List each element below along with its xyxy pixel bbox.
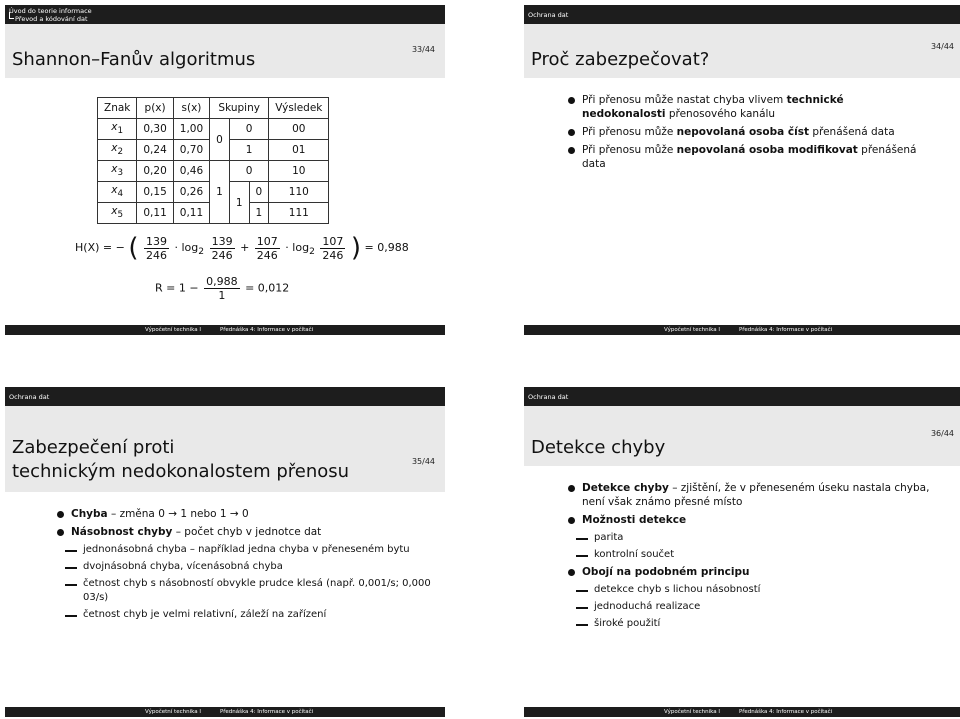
header-subsection: Převod a kódování dat [15, 15, 88, 23]
prob-cell: 0,20 [137, 161, 173, 182]
entropy-formula: H(X) = − ( $\frac{139}{246}$ · $\log_2$ $\frac{139}{246}$ + $\frac{107}{246}$ · $\log_2$ $\frac{107}{246}$ ) = 0,988 [75, 233, 409, 263]
dash-icon [576, 607, 588, 609]
list-item: Při přenosu může nastat chyba vlivem technické nedokonalosti přenosového kanálu [564, 93, 924, 121]
group-cell: 1 [210, 161, 230, 224]
table-header-row [98, 98, 329, 119]
dash-icon [576, 590, 588, 592]
header-section: Úvod do teorie informace [9, 7, 92, 15]
list-item: Možnosti detekce [564, 513, 944, 527]
header-section: Ochrana dat [528, 393, 569, 401]
prob-cell: 0,11 [137, 203, 173, 224]
dash-icon [65, 550, 77, 552]
symbol-cell: $x_5$ [98, 203, 137, 224]
result-cell: 110 [269, 182, 329, 203]
dash-icon [576, 555, 588, 557]
list-item: Detekce chyby – zjištění, že v přeneseném úseku nastala chyba, není však známo přesné místo [564, 481, 944, 509]
slide-content [564, 481, 944, 634]
col-header: Výsledek [269, 98, 329, 119]
prob-cell: 0,24 [137, 140, 173, 161]
group-cell: 0 [229, 161, 268, 182]
result-cell: 10 [269, 161, 329, 182]
slide-35 [5, 387, 445, 717]
dash-icon [576, 624, 588, 626]
cum-cell: 1,00 [173, 119, 209, 140]
col-header: s(x) [173, 98, 209, 119]
slide-title: Proč zabezpečovat? [531, 49, 710, 70]
group-cell: 0 [229, 119, 268, 140]
prob-cell: 0,15 [137, 182, 173, 203]
bullet-icon [57, 529, 64, 536]
page-number: 36/44 [930, 429, 954, 438]
footer-course: Výpočetní technika I [145, 327, 201, 333]
header-section: Ochrana dat [528, 11, 569, 19]
cum-cell: 0,11 [173, 203, 209, 224]
group-cell: 0 [249, 182, 269, 203]
slide-header [524, 5, 960, 24]
col-header: Znak [98, 98, 137, 119]
sub-item: jednonásobná chyba – například jedna chyba v přeneseném bytu [53, 543, 433, 557]
slide-header [5, 387, 445, 406]
list-item: Chyba – změna 0 → 1 nebo 1 → 0 [53, 507, 433, 521]
slide-title: Shannon–Fanův algoritmus [12, 49, 256, 70]
table-row [98, 161, 329, 182]
fraction: $\frac{139}{246}$ [211, 234, 233, 262]
sub-item: parita [564, 531, 944, 545]
cum-cell: 0,46 [173, 161, 209, 182]
symbol-cell: $x_1$ [98, 119, 137, 140]
group-cell: 1 [249, 203, 269, 224]
entropy-lhs: H(X) = − [75, 241, 125, 254]
group-cell: 0 [210, 119, 230, 161]
cum-cell: 0,26 [173, 182, 209, 203]
slide-title: Detekce chyby [531, 437, 666, 458]
bullet-icon [568, 147, 575, 154]
prob-cell: 0,30 [137, 119, 173, 140]
cum-cell: 0,70 [173, 140, 209, 161]
group-cell: 1 [229, 182, 249, 224]
bullet-icon [568, 129, 575, 136]
page-number: 34/44 [930, 42, 954, 51]
symbol-cell: $x_4$ [98, 182, 137, 203]
slide-content [53, 507, 433, 625]
fraction: $\frac{0,988}{1}$ [206, 275, 238, 302]
list-item: Násobnost chyby – počet chyb v jednotce dat [53, 525, 433, 539]
bullet-icon [568, 569, 575, 576]
sub-item: široké použití [564, 617, 944, 631]
bullet-icon [568, 485, 575, 492]
slide-footer [5, 325, 445, 335]
footer-lecture: Přednáška 4: Informace v počítači [739, 709, 833, 715]
dash-icon [65, 567, 77, 569]
result-cell: 01 [269, 140, 329, 161]
footer-course: Výpočetní technika I [145, 709, 201, 715]
shannon-fano-table [97, 97, 329, 224]
entropy-result: = 0,988 [364, 241, 409, 254]
list-item: Při přenosu může nepovolaná osoba číst přenášená data [564, 125, 924, 139]
page-number: 33/44 [411, 45, 435, 54]
fraction: $\frac{107}{246}$ [322, 234, 344, 262]
footer-course: Výpočetní technika I [664, 327, 720, 333]
slide-header [524, 387, 960, 406]
bullet-icon [568, 517, 575, 524]
symbol-cell: $x_2$ [98, 140, 137, 161]
sub-item: dvojnásobná chyba, vícenásobná chyba [53, 560, 433, 574]
slide-33 [5, 5, 445, 335]
title-band [524, 406, 960, 466]
slide-36 [524, 387, 960, 717]
dash-icon [576, 538, 588, 540]
redundancy-formula: R = 1 − $\frac{0,988}{1}$ = 0,012 [155, 275, 290, 302]
sub-item: četnost chyb je velmi relativní, záleží na zařízení [53, 608, 433, 622]
title-band [524, 24, 960, 78]
sub-item: četnost chyb s násobností obvykle prudce klesá (např. 0,001/s; 0,000 03/s) [53, 577, 433, 605]
bullet-icon [57, 511, 64, 518]
sub-item: detekce chyb s lichou násobností [564, 583, 944, 597]
symbol-cell: $x_3$ [98, 161, 137, 182]
header-section: Ochrana dat [9, 393, 50, 401]
slide-header [5, 5, 445, 24]
bullet-icon [568, 97, 575, 104]
slide-footer [524, 707, 960, 717]
list-item: Obojí na podobném principu [564, 565, 944, 579]
footer-lecture: Přednáška 4: Informace v počítači [739, 327, 833, 333]
dash-icon [65, 615, 77, 617]
fraction: $\frac{139}{246}$ [145, 234, 167, 262]
slide-footer [524, 325, 960, 335]
dash-icon [65, 584, 77, 586]
col-header: p(x) [137, 98, 173, 119]
table-row [98, 119, 329, 140]
footer-lecture: Přednáška 4: Informace v počítači [220, 709, 314, 715]
col-header: Skupiny [210, 98, 269, 119]
sub-item: jednoduchá realizace [564, 600, 944, 614]
slide-34 [524, 5, 960, 335]
title-band [5, 406, 445, 492]
slide-footer [5, 707, 445, 717]
fraction: $\frac{107}{246}$ [256, 234, 278, 262]
footer-lecture: Přednáška 4: Informace v počítači [220, 327, 314, 333]
page-number: 35/44 [411, 457, 435, 466]
slide-content [564, 93, 924, 175]
result-cell: 111 [269, 203, 329, 224]
result-cell: 00 [269, 119, 329, 140]
slide-title: Zabezpečení proti technickým nedokonalostem přenosu [12, 437, 350, 482]
group-cell: 1 [229, 140, 268, 161]
footer-course: Výpočetní technika I [664, 709, 720, 715]
sub-item: kontrolní součet [564, 548, 944, 562]
list-item: Při přenosu může nepovolaná osoba modifikovat přenášená data [564, 143, 924, 171]
redundancy-result: = 0,012 [245, 281, 290, 295]
title-band [5, 24, 445, 78]
